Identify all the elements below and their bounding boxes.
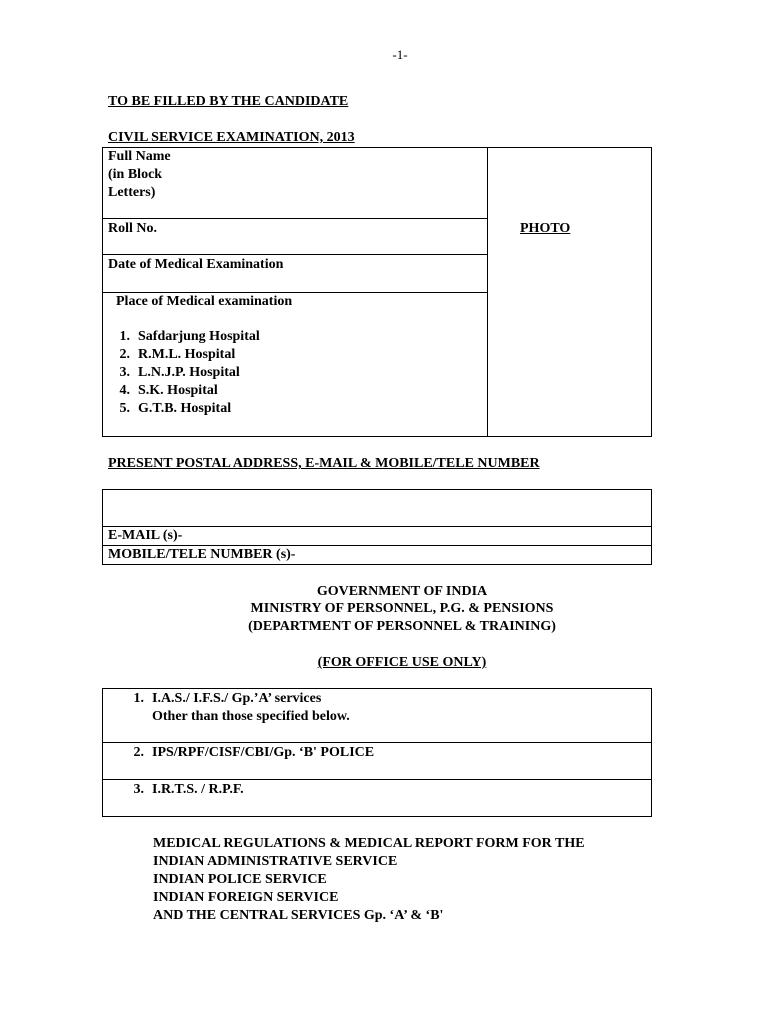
govt-line-3: (DEPARTMENT OF PERSONNEL & TRAINING): [248, 619, 556, 634]
list-item: 3. L.N.J.P. Hospital: [119, 365, 240, 380]
form-title-line: INDIAN FOREIGN SERVICE: [153, 890, 339, 905]
form-title-line: INDIAN ADMINISTRATIVE SERVICE: [153, 854, 398, 869]
page-number: -1-: [392, 47, 408, 62]
candidate-heading: TO BE FILLED BY THE CANDIDATE: [108, 94, 349, 109]
list-item: 1. Safdarjung Hospital: [119, 329, 260, 344]
row-divider: [102, 218, 488, 219]
place-label: Place of Medical examination: [116, 294, 293, 309]
row-divider: [102, 779, 652, 780]
service-row: 2. IPS/RPF/CISF/CBI/Gp. ‘B' POLICE: [133, 745, 375, 760]
address-heading: PRESENT POSTAL ADDRESS, E-MAIL & MOBILE/TELE NUMBER: [108, 456, 540, 471]
govt-line-1: GOVERNMENT OF INDIA: [316, 584, 488, 599]
date-label: Date of Medical Examination: [108, 257, 284, 272]
list-item: 2. R.M.L. Hospital: [119, 347, 236, 362]
service-row: 1. I.A.S./ I.F.S./ Gp.’A’ services Other than those specified below.: [133, 691, 350, 724]
full-name-label: (in Block: [108, 167, 163, 182]
list-item: 5. G.T.B. Hospital: [119, 401, 232, 416]
form-title-line: INDIAN POLICE SERVICE: [153, 872, 327, 887]
photo-label: PHOTO: [520, 221, 571, 236]
row-divider: [102, 526, 652, 527]
row-divider: [102, 742, 652, 743]
roll-no-label: Roll No.: [108, 221, 157, 236]
office-use-label: (FOR OFFICE USE ONLY): [317, 655, 487, 670]
service-row: 3. I.R.T.S. / R.P.F.: [133, 782, 244, 797]
hospital-list: [108, 328, 260, 418]
form-title: [153, 835, 585, 925]
form-title-line: MEDICAL REGULATIONS & MEDICAL REPORT FORM FOR THE: [153, 836, 585, 851]
govt-line-2: MINISTRY OF PERSONNEL, P.G. & PENSIONS: [250, 601, 554, 616]
exam-title: CIVIL SERVICE EXAMINATION, 2013: [108, 130, 355, 145]
full-name-label: Letters): [108, 185, 156, 200]
mobile-label: MOBILE/TELE NUMBER (s)-: [108, 547, 296, 562]
full-name-field[interactable]: [108, 148, 171, 202]
email-label: E-MAIL (s)-: [108, 528, 183, 543]
full-name-label: Full Name: [108, 149, 171, 164]
list-item: 4. S.K. Hospital: [119, 383, 218, 398]
form-title-line: AND THE CENTRAL SERVICES Gp. ‘A’ & ‘B': [153, 908, 444, 923]
row-divider: [102, 254, 488, 255]
